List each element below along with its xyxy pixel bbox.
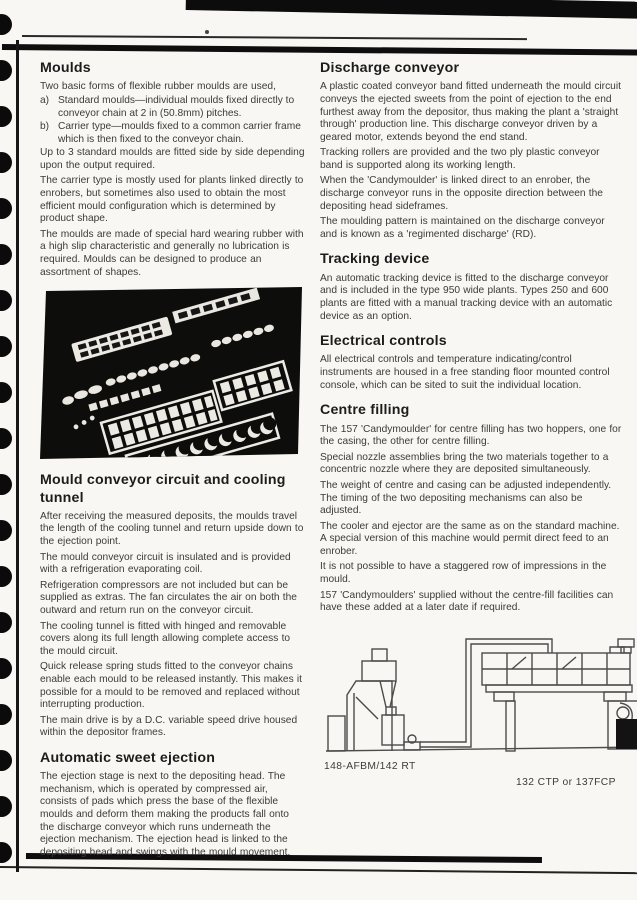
paragraph: The main drive is by a D.C. variable speed drive housed within the depositor frames.: [40, 714, 298, 739]
binding-hole: [0, 336, 12, 357]
section-heading-tracking-device: Tracking device: [320, 251, 430, 268]
bottom-rule-thin: [0, 866, 637, 874]
paragraph: After receiving the measured deposits, the moulds travel the length of the cooling tunnel and return upside down to the ejection point.: [40, 510, 304, 548]
list-item-a: [40, 95, 306, 120]
binding-hole: [0, 796, 12, 817]
list-label: a): [40, 94, 50, 106]
paragraph: The cooling tunnel is fitted with hinged and removable covers along its full length allowing complete access to the mould circuit.: [40, 620, 291, 657]
section-heading-sweet-ejection: Automatic sweet ejection: [40, 749, 216, 766]
top-rule-thick: [2, 44, 637, 56]
binding-hole: [0, 566, 12, 587]
paragraph: The moulding pattern is maintained on the discharge conveyor and is known as a 'regimented discharge' (RD).: [320, 216, 605, 240]
binding-hole: [0, 14, 12, 35]
binding-hole: [0, 152, 12, 173]
section-heading-mould-conveyor: Mould conveyor circuit and cooling tunnel: [40, 472, 286, 506]
binding-hole: [0, 198, 12, 219]
list-text: Carrier type—moulds fixed to a common carrier frame which is then fixed to the conveyor chain.: [58, 121, 301, 145]
binding-hole: [0, 612, 12, 633]
two-column-layout: [40, 60, 624, 862]
paragraph: A plastic coated conveyor band fitted underneath the mould circuit conveys the ejected sweets from the point of ejection to the end furthest away from the depositor, thus making the plant a 'straight through' production line. This discharge conveyor driven by a geared motor, extends beyond the end stand.: [320, 81, 621, 143]
left-column: [40, 60, 306, 862]
scan-speck: [205, 30, 209, 34]
section-heading-centre-filling: Centre filling: [320, 402, 410, 419]
paragraph: When the 'Candymoulder' is linked direct to an enrober, the discharge conveyor runs in the opposite direction between the depositing head sideframes.: [320, 175, 603, 212]
list-item-b: [40, 121, 306, 146]
binding-hole: [0, 658, 12, 679]
paragraph: The weight of centre and casing can be adjusted independently. The timing of the two depositing mechanisms can also be adjusted.: [320, 479, 612, 517]
binding-hole: [0, 106, 12, 127]
right-column: [320, 60, 624, 862]
paragraph: All electrical controls and temperature indicating/control instruments are housed in a free standing floor mounted control console, which can be sited to suit the individual location.: [320, 354, 610, 391]
paragraph: Quick release spring studs fitted to the conveyor chains enable each mould to be released instantly. This makes it possible for a mould to be removed and replaced without interrupting production.: [40, 661, 303, 711]
binding-hole: [0, 474, 12, 495]
section-heading-electrical-controls: Electrical controls: [320, 333, 447, 350]
paragraph: The cooler and ejector are the same as on the standard machine. A special version of this machine would permit direct feed to an enrober.: [320, 520, 620, 557]
binding-hole: [0, 520, 12, 541]
diagram-label-tunnel: 132 CTP or 137FCP: [516, 776, 616, 788]
paragraph: The 157 'Candymoulder' for centre filling has two hoppers, one for the casing, the other for centre filling.: [320, 423, 622, 448]
binding-hole: [0, 244, 12, 265]
paragraph: Two basic forms of flexible rubber moulds are used,: [40, 81, 276, 93]
scan-edge-bar: [186, 0, 637, 19]
top-rule-thin: [22, 35, 527, 40]
paragraph: Refrigeration compressors are not included but can be supplied as extras. The fan circulates the air on both the outward and return run on the conveyor circuit.: [40, 579, 297, 616]
paragraph: Up to 3 standard moulds are fitted side by side depending upon the output required.: [40, 147, 305, 171]
binding-hole: [0, 750, 12, 771]
binding-hole: [0, 842, 12, 863]
paragraph: The mould conveyor circuit is insulated and is provided with a refrigeration evaporating coil.: [40, 551, 291, 576]
paragraph: 157 'Candymoulders' supplied without the centre-fill facilities can have these added at a later date if required.: [320, 589, 614, 614]
paragraph: The moulds are made of special hard wearing rubber with a high slip characteristic and generally no lubrication is required. Moulds can be designed to produce an assortment of shapes.: [40, 228, 304, 278]
binding-hole: [0, 290, 12, 311]
binding-hole: [0, 382, 12, 403]
list-label: b): [40, 121, 50, 133]
diagram-label-depositor: 148-AFBM/142 RT: [324, 760, 416, 772]
binding-hole: [0, 60, 12, 81]
binding-hole: [0, 704, 12, 725]
list-text: Standard moulds—individual moulds fixed directly to conveyor chain at 2 in (50.8mm) pitches.: [58, 94, 295, 119]
paragraph: An automatic tracking device is fitted to the discharge conveyor and is included in the type 950 wide plants. Types 250 and 600 plants are fitted with a manual tracking device with an automatic device as an option.: [320, 272, 613, 322]
binding-hole: [0, 428, 12, 449]
paragraph: Tracking rollers are provided and the two ply plastic conveyor band is supported along its working length.: [320, 147, 600, 171]
paragraph: The carrier type is mostly used for plants linked directly to enrobers, but sometimes also used to obtain the most efficient mould configuration which is determined by product shape.: [40, 175, 304, 225]
binding-edge-line: [16, 40, 19, 872]
paragraph: Special nozzle assemblies bring the two materials together to a concentric nozzle where they are deposited simultaneously.: [320, 451, 609, 476]
section-heading-discharge-conveyor: Discharge conveyor: [320, 60, 460, 76]
section-heading-moulds: Moulds: [40, 60, 91, 76]
paragraph: It is not possible to have a staggered row of impressions in the mould.: [320, 561, 607, 586]
moulds-photo: [40, 286, 306, 462]
plant-diagram: [320, 623, 624, 791]
paragraph: The ejection stage is next to the depositing head. The mechanism, which is operated by compressed air, consists of pads which press the base of the flexible moulds and deform them making the products fall onto the discharge conveyor which runs underneath the ejection mechanism. The ejection head is linked to the depositing head and swings with the mould movement.: [40, 771, 291, 858]
